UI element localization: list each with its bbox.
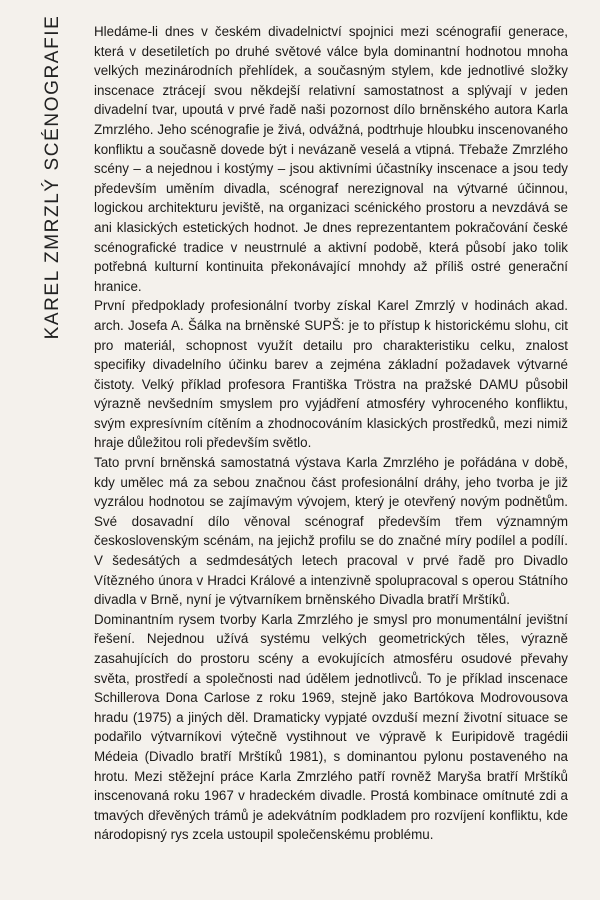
paragraph-4: Dominantním rysem tvorby Karla Zmrzlého je smysl pro monumentální jevištní řešení. Nejednou užívá systému velkých geometrických těles, výrazně zasahujících do prostoru scény a evokujících atmosféru osudové převahy světa, prostředí a společnosti nad údělem jednotlivců. To je příklad inscenace Schillerova Dona Carlose z roku 1969, stejně jako Bartókova Modrovousova hradu (1975) a jiných děl. Dramaticky vypjaté ovzduší mezní životní situace se podařilo výtvarníkovi výtečně vystihnout ve výpravě k Euripidově tragédii Médeia (Divadlo bratří Mrštíků 1981), s dominantou pylonu postaveného na hrotu. Mezi stěžejní práce Karla Zmrzlého patří rovněž Maryša bratří Mrštíků inscenovaná roku 1967 v hradeckém divadle. Prostá kombinace omítnuté zdi a tmavých dřevěných trámů je adekvátním podkladem pro rozvíjení konfliktu, kde národopisný rys zcela ustoupil společenskému problému. xyxy=(94,611,568,843)
paragraph-1: Hledáme-li dnes v českém divadelnictví spojnici mezi scénografií generace, která v desetiletích po druhé světové válce byla dominantní hodnotou mnoha velkých mezinárodních přehlídek, a současným stylem, kde jednotlivé složky inscenace ztrácejí svou někdejší relativní samostatnost a splývají v jeden divadelní tvar, upoutá v prvé řadě naši pozornost dílo brněnského autora Karla Zmrzlého. Jeho scénografie je živá, odvážná, podtrhuje hloubku inscenovaného konfliktu a současně dovede být i nevázaně veselá a vtipná. Třebaže Zmrzlého scény – a nejednou i kostýmy – jsou aktivními účastníky inscenace a jsou tedy především uměním divadla, scénograf nerezignoval na výtvarné účinnou, logickou architekturu jeviště, na organizaci scénického prostoru a nevzdává se ani klasických estetických hodnot. Je dnes reprezentantem pokračování české scénografické tradice v neustrnulé a aktivní podobě, která působí jako tolik potřebná kulturní kontinuita překonávající mnohdy až příliš ostré generační hranice. xyxy=(94,24,568,294)
vertical-title xyxy=(32,14,74,340)
paragraph-2: První předpoklady profesionální tvorby získal Karel Zmrzlý v hodinách akad. arch. Josefa A. Šálka na brněnské SUPŠ: je to přístup k historickému slohu, cit pro materiál, schopnost využít detailu pro charakteristiku celku, znalost specifiky divadelního účinku barev a zejména základní požadavek výtvarné čistoty. Velký příklad profesora Františka Tröstra na pražské DAMU působil výrazně nevšedním smyslem pro vyjádření atmosféry vyhroceného konfliktu, svým expresívním cítěním a zhodnocováním klasických prostředků, mezi nimiž hraje důležitou roli především světlo. xyxy=(94,298,568,451)
paragraph-3: Tato první brněnská samostatná výstava Karla Zmrzlého je pořádána v době, kdy umělec má za sebou značnou část profesionální dráhy, jeho tvorba je již vyzrálou hodnotou se zajímavým vývojem, který je otevřený novým podnětům. Své dosavadní dílo věnoval scénograf především třem významným československým scénám, na jejichž profilu se do značné míry podílel a podílí. V šedesátých a sedmdesátých letech pracoval v prvé řadě pro Divadlo Vítězného února v Hradci Králové a intenzivně spolupracoval s operou Státního divadla v Brně, nyní je výtvarníkem brněnského Divadla bratří Mrštíků. xyxy=(94,455,568,608)
vertical-title-text: KAREL ZMRZLÝ SCÉNOGRAFIE xyxy=(42,14,63,340)
body-text xyxy=(94,22,568,845)
